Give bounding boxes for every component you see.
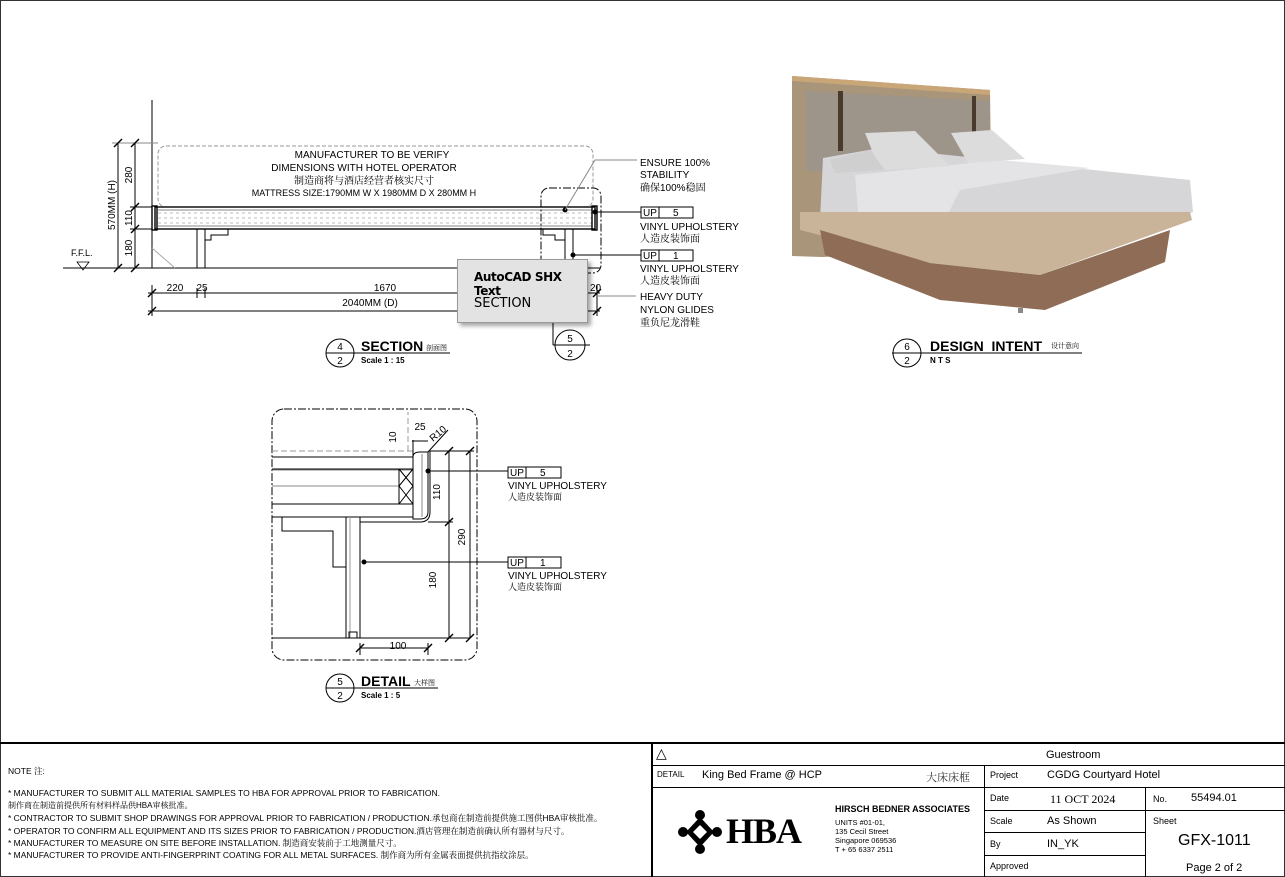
tooltip-title: AutoCAD SHX Text xyxy=(474,270,562,298)
general-notes xyxy=(8,765,602,862)
by-label: By xyxy=(990,839,1001,849)
company-address xyxy=(835,818,896,854)
revision-triangle-icon: △ xyxy=(656,745,667,761)
material-label: VINYL UPHOLSTERY xyxy=(640,222,739,233)
material-label-zh: 人造皮装饰面 xyxy=(640,276,700,287)
detail-ref-num[interactable]: 5 xyxy=(567,334,573,345)
material-label: VINYL UPHOLSTERY xyxy=(508,481,607,492)
note-item: * CONTRACTOR TO SUBMIT SHOP DRAWINGS FOR APPROVAL PRIOR TO FABRICATION / PRODUCTION.承包商在制造前提供施工图供HBA审核批准。 xyxy=(8,813,603,824)
view-scale: N T S xyxy=(930,356,951,365)
view-scale: Scale 1 : 5 xyxy=(361,691,401,700)
dim-180: 180 xyxy=(124,239,135,257)
view-num: 5 xyxy=(337,677,343,688)
tag-num: 1 xyxy=(673,251,679,262)
view-sheet: 2 xyxy=(904,356,910,367)
dim-280: 280 xyxy=(124,166,135,184)
sheet-label: Sheet xyxy=(1153,816,1177,826)
view-sheet: 2 xyxy=(337,691,343,702)
dim-100: 100 xyxy=(389,641,407,652)
glides-note-2: NYLON GLIDES xyxy=(640,305,714,316)
dim-110: 110 xyxy=(432,484,443,500)
tag-code: UP xyxy=(643,251,657,262)
material-label-zh: 人造皮装饰面 xyxy=(640,234,700,245)
detail-view xyxy=(272,409,561,702)
detail-name-zh: 大床床框 xyxy=(926,772,970,784)
stability-note-2: STABILITY xyxy=(640,170,690,181)
notes-heading: NOTE 注: xyxy=(8,766,45,776)
tag-code: UP xyxy=(510,558,524,569)
detail-label: DETAIL xyxy=(657,770,685,779)
tag-code: UP xyxy=(643,208,657,219)
approved-label: Approved xyxy=(990,861,1029,871)
date-value: 11 OCT 2024 xyxy=(1050,792,1116,806)
company-name: HIRSCH BEDNER ASSOCIATES xyxy=(835,804,971,814)
detail-ref-sheet[interactable]: 2 xyxy=(567,349,573,360)
view-title-zh: 剖面图 xyxy=(426,345,447,352)
note-item: * MANUFACTURER TO MEASURE ON SITE BEFORE INSTALLATION. 制造商安装前于工地测量尺寸。 xyxy=(8,838,402,849)
address-line: Singapore 069536 xyxy=(835,836,897,845)
dim-1670: 1670 xyxy=(373,283,397,294)
dim-25: 25 xyxy=(414,422,426,433)
autocad-shx-tooltip xyxy=(457,259,588,323)
area-name: Guestroom xyxy=(1046,749,1101,761)
view-title-zh: 大样图 xyxy=(414,680,435,687)
material-label: VINYL UPHOLSTERY xyxy=(640,264,739,275)
scale-value: As Shown xyxy=(1047,815,1097,827)
dim-290: 290 xyxy=(457,528,468,546)
no-label: No. xyxy=(1153,794,1168,804)
material-label-zh: 人造皮装饰面 xyxy=(508,492,563,502)
by-value: IN_YK xyxy=(1047,838,1079,850)
glides-note-3: 重负尼龙滑鞋 xyxy=(640,318,700,329)
section-view xyxy=(63,100,693,367)
view-title: DESIGN INTENT xyxy=(930,338,1043,354)
dim-10: 10 xyxy=(388,431,399,443)
stability-note-1: ENSURE 100% xyxy=(640,158,711,169)
dim-25: 25 xyxy=(196,283,208,294)
dim-depth: 2040MM (D) xyxy=(342,298,398,309)
tag-num: 1 xyxy=(540,558,546,569)
dim-110: 110 xyxy=(124,210,135,226)
dim-180: 180 xyxy=(428,571,439,589)
address-line: T + 65 6337 2511 xyxy=(835,845,894,854)
view-num: 6 xyxy=(904,342,910,353)
tag-num: 5 xyxy=(540,468,546,479)
project-name: CGDG Courtyard Hotel xyxy=(1047,769,1161,781)
dim-r10: R10 xyxy=(427,424,449,445)
tag-num: 5 xyxy=(673,208,679,219)
dim-220: 220 xyxy=(166,283,184,294)
address-line: 135 Cecil Street xyxy=(835,827,889,836)
sheet-number: GFX-1011 xyxy=(1178,832,1251,849)
address-line: UNITS #01-01, xyxy=(835,818,886,827)
material-label-zh: 人造皮装饰面 xyxy=(508,582,563,592)
ffl-label: F.F.L. xyxy=(71,248,93,258)
note-item: * MANUFACTURER TO PROVIDE ANTI-FINGERPRINT COATING FOR ALL METAL SURFACES. 制作商为所有金属表面提供抗指纹涂层。 xyxy=(8,850,534,861)
view-title: DETAIL xyxy=(361,673,411,689)
tooltip-value: SECTION xyxy=(474,296,532,311)
view-scale: Scale 1 : 15 xyxy=(361,356,405,365)
view-title: SECTION xyxy=(361,338,424,354)
stability-note-3: 确保100%稳固 xyxy=(640,183,706,194)
section-texts xyxy=(71,150,739,367)
mattress-note-2: DIMENSIONS WITH HOTEL OPERATOR xyxy=(271,163,457,174)
note-item: 制作商在制造前提供所有材料样品供HBA审核批准。 xyxy=(8,800,193,810)
tag-code: UP xyxy=(510,468,524,479)
date-label: Date xyxy=(990,793,1010,803)
note-item: * MANUFACTURER TO SUBMIT ALL MATERIAL SAMPLES TO HBA FOR APPROVAL PRIOR TO FABRICATION. xyxy=(8,788,441,799)
page-number: Page 2 of 2 xyxy=(1186,862,1243,874)
hba-logo-mark-icon xyxy=(678,809,722,855)
view-title-zh: 设计意向 xyxy=(1051,343,1079,350)
detail-name: King Bed Frame @ HCP xyxy=(702,769,822,781)
mattress-size: MATTRESS SIZE:1790MM W X 1980MM D X 280MM H xyxy=(251,188,477,198)
view-sheet: 2 xyxy=(337,356,343,367)
project-number: 55494.01 xyxy=(1191,792,1237,804)
view-num: 4 xyxy=(337,342,343,353)
dim-height: 570MM (H) xyxy=(107,179,118,231)
project-label: Project xyxy=(990,770,1019,780)
hba-logo-text: HBA xyxy=(726,811,802,851)
glides-note-1: HEAVY DUTY xyxy=(640,292,703,303)
scale-label: Scale xyxy=(990,816,1013,826)
mattress-note-1: MANUFACTURER TO BE VERIFY xyxy=(294,150,450,161)
mattress-note-3: 制造商将与酒店经营者核实尺寸 xyxy=(294,176,434,187)
material-label: VINYL UPHOLSTERY xyxy=(508,571,607,582)
dim-20: 20 xyxy=(590,283,602,294)
note-item: * OPERATOR TO CONFIRM ALL EQUIPMENT AND ITS SIZES PRIOR TO FABRICATION / PRODUCTION.酒店管理在制造前确认所有器材与尺寸。 xyxy=(8,825,570,836)
bed-rendering xyxy=(792,76,1193,313)
